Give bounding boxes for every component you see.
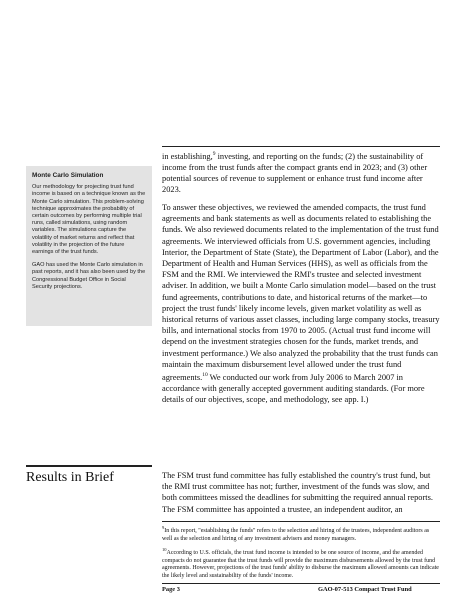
page-number: Page 3	[162, 586, 180, 593]
section-rule	[26, 465, 152, 467]
sidebar-text: Our methodology for projecting trust fund income is based on a technique known as the Monte Carlo simulation. This problem-solving technique approximates the probability of certain outcomes by performing multiple trial runs, called simulations, using random variables. The simulations capture the volatility of market returns and reflect that volatility in the projection of the future earnings of the trust funds.	[32, 184, 146, 256]
results-paragraph: The FSM trust fund committee has fully established the country's trust fund, but the RMI trust committee has not; further, investment of the funds was slow, and both committees missed the deadlines for submitting the required annual reports. The FSM committee has appointed a trustee, an independent auditor, an	[162, 471, 433, 514]
monte-carlo-sidebar	[26, 166, 152, 326]
footnote-mark: 10	[162, 547, 167, 552]
footnote-text: In this report, "establishing the funds" refers to the selection and hiring of the trustees, independent auditors as well as the selection and hiring of any investment advisers and money managers.	[162, 528, 430, 542]
top-rule	[162, 146, 440, 147]
methodology-paragraph	[162, 202, 440, 405]
paragraph-text: We conducted our work from July 2006 to March 2007 in accordance with generally accepted government auditing standards. (For more details of our objectives, scope, and methodology, see app. I.)	[162, 372, 425, 405]
footnote-10	[162, 546, 440, 580]
sidebar-title: Monte Carlo Simulation	[32, 172, 104, 179]
footnote-rule	[162, 521, 440, 522]
sidebar-text: GAO has used the Monte Carlo simulation in past reports, and it has also been used by the Congressional Budget Office in Social Security projections.	[32, 262, 146, 290]
footnote-ref-10: 10	[202, 372, 208, 379]
report-id: GAO-07-513 Compact Trust Fund	[318, 586, 412, 593]
footnote-9	[162, 524, 440, 543]
footer-rule	[162, 583, 440, 584]
footnote-ref-9: 9	[212, 151, 216, 157]
paragraph-text: in establishing,	[162, 151, 213, 161]
paragraph-text: To answer these objectives, we reviewed the amended compacts, the trust fund agreements and bank statements as well as documents related to establishing the funds. We also reviewed documents related to the implementation of the trust fund agreements. We interviewed officials from U.S. government agencies, including Interior, the Department of State (State), the Department of Labor (Labor), and the Department of Health and Human Services (HHS), as well as officials from the FSM and the RMI. We interviewed the RMI's trustee and selected investment adviser. In addition, we built a Monte Carlo simulation model—based on the trust fund agreements, contributions to date, and historical returns of the market—to project the trust funds' likely income levels, given market volatility as well as historical returns of various asset classes, including large company stocks, treasury bills, and international stocks from 1970 to 2005. (Actual trust fund income will depend on the investment strategies chosen for the funds, market trends, and investment performance.) We also analyzed the probability that the trust funds can maintain the maximum disbursement level allowed under the trust fund agreements.	[162, 203, 440, 382]
footnote-text: According to U.S. officials, the trust fund income is intended to be one source of income, and the amended compacts do not guarantee that the trust funds will provide the maximum disbursements allowed by the trust fund agreements. However, projections of the trust funds' ability to disburse the maximum allowed amounts can indicate the likely level and sustainability of the funds' income.	[162, 550, 439, 579]
paragraph-text: investing, and reporting on the funds; (2) the sustainability of income from the trust funds after the compact grants end in 2023; and (3) other potential sources of revenue to supplement or enhance trust fund income after 2023.	[162, 151, 428, 195]
section-heading: Results in Brief	[26, 470, 114, 485]
footnote-mark: 9	[162, 525, 165, 530]
objectives-continuation-paragraph	[162, 149, 440, 196]
